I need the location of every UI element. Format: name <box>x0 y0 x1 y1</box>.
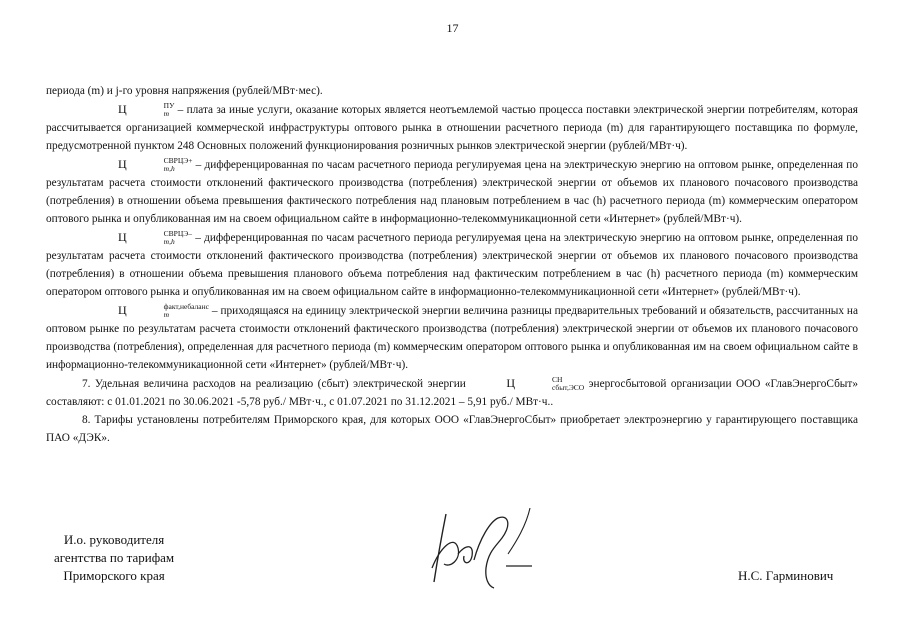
formula-symbol: Ц СВРЦЭ– m,h <box>118 229 192 247</box>
paragraph-item-8: 8. Тарифы установлены потребителям Приморского края, для которых ООО «ГлавЭнергоСбыт» приобретает электроэнергию у гарантирующего поставщика ПАО «ДЭК». <box>46 414 858 444</box>
formula-symbol: Ц факт,небаланс m <box>118 302 209 320</box>
page-number: 17 <box>446 21 459 35</box>
paragraph-ppu: Ц ПУ m – плата за иные услуги, оказание которых является неотъемлемой частью процесса поставки электрической энергии потребителям, которая рассчитывается организацией коммерческой инфраструктуры оптового рынка в отношении расчетного периода (m) для гарантирующего поставщика по формуле, предусмотренной пунктом 248 Основных положений функционирования розничных рынков электрической энергии (рублей/МВт·ч). <box>46 101 858 152</box>
signatory-title <box>54 531 174 585</box>
document-body <box>46 82 858 447</box>
signatory-name: Н.С. Гарминович <box>738 568 834 583</box>
formula-symbol: Ц СН сбыт,ЭСО <box>506 375 585 393</box>
paragraph-fakt-nebalans: Ц факт,небаланс m – приходящаяся на единицу электрической энергии величина разницы предварительных требований и обязательств, рассчитанных на оптовом рынке по результатам расчета стоимости отклонений фактического производства (потребления) электрической энергии от объемов их планового почасового производства (потребления), определенная для расчетного периода (m) коммерческим оператором оптового рынка и опубликованная им на своем официальном сайте в информационно-телекоммуникационной сети «Интернет» (рублей/МВт·ч). <box>46 302 858 371</box>
signatory-title-line: агентства по тарифам <box>54 550 175 565</box>
paragraph-svrce-minus: Ц СВРЦЭ– m,h – дифференцированная по часам расчетного периода регулируемая цена на электрическую энергию на оптовом рынке, определенная по результатам расчета стоимости отклонений фактического производства (потребления) электрической энергии от объемов их планового почасового производства (потребления) в отношении объема превышения планового объема потребления над фактическим потреблением в час (h) расчетного периода (m) коммерческим оператором оптового рынка и опубликованная им на своем официальном сайте в информационно-телекоммуникационной сети «Интернет» (рублей/МВт·ч). <box>46 229 858 298</box>
signatory-title-line: И.о. руководителя <box>63 532 165 547</box>
formula-symbol: Ц СВРЦЭ+ m,h <box>118 156 193 174</box>
formula-symbol: Ц ПУ m <box>118 101 175 119</box>
handwritten-signature <box>428 508 538 592</box>
paragraph-item-7: 7. Удельная величина расходов на реализацию (сбыт) электрической энергии Ц СН сбыт,ЭСО энергосбытовой организации ООО «ГлавЭнергоСбыт» составляют: с 01.01.2021 по 30.06.2021 -5,78 руб./ МВт·ч., с 01.07.2021 по 31.12.2021 – 5,91 руб./ МВт·ч.. <box>46 375 858 408</box>
signatory-title-line: Приморского края <box>63 568 165 583</box>
paragraph-continuation: периода (m) и j-го уровня напряжения (рублей/МВт·мес). <box>46 85 323 97</box>
paragraph-svrce-plus: Ц СВРЦЭ+ m,h – дифференцированная по часам расчетного периода регулируемая цена на электрическую энергию на оптовом рынке, определенная по результатам расчета стоимости отклонений фактического производства (потребления) электрической энергии от объемов их планового почасового производства (потребления) в отношении объема превышения фактического потребления над плановым потреблением в час (h) расчетного периода (m) коммерческим оператором оптового рынка и опубликованная им на своем официальном сайте в информационно-телекоммуникационной сети «Интернет» (рублей/МВт·ч). <box>46 156 858 225</box>
